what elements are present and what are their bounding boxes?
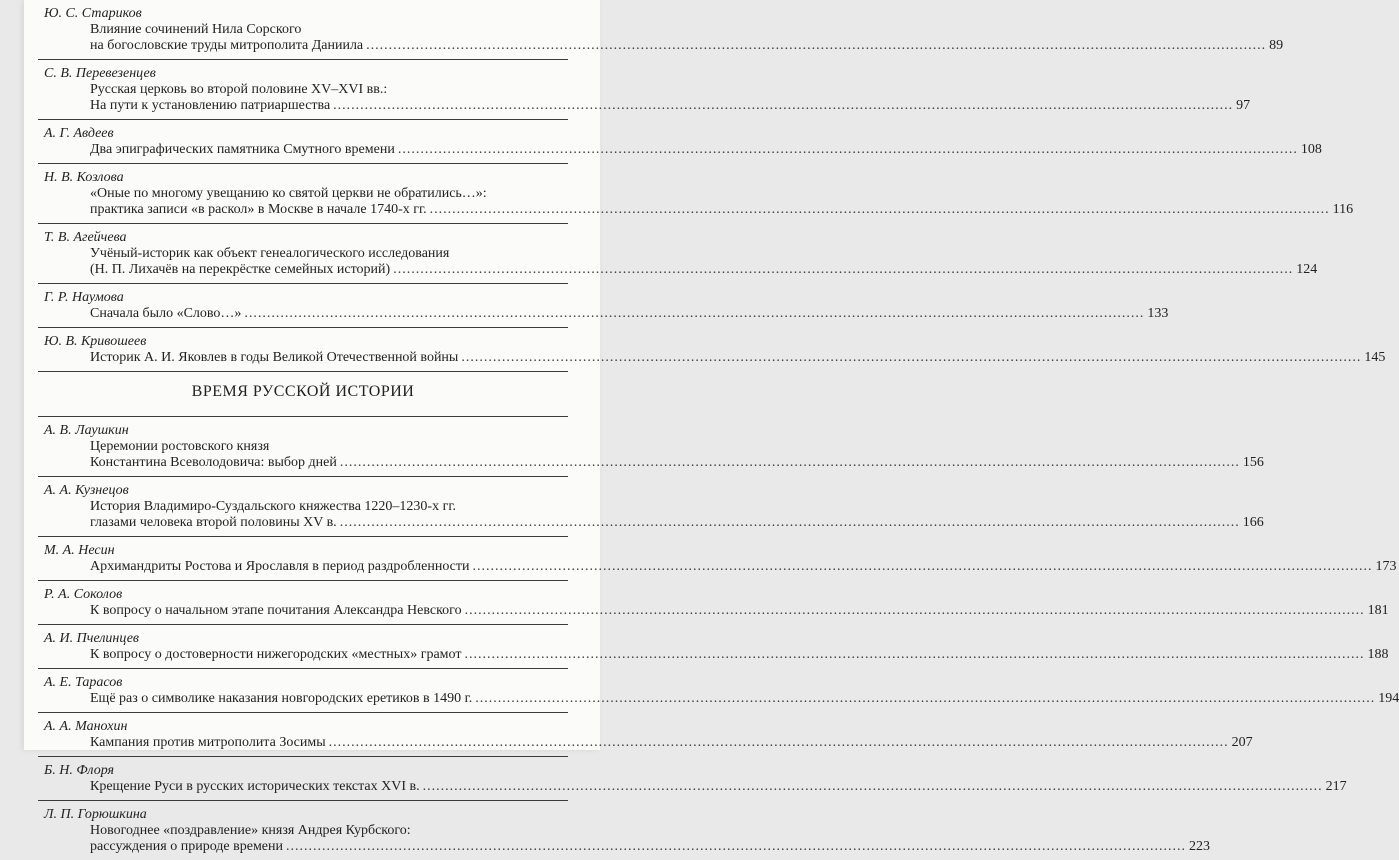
- entry-title: [38, 81, 1251, 119]
- toc-list-top: [38, 0, 1386, 371]
- entry-title-text: рассуждения о природе времени: [90, 839, 284, 854]
- entry-title: [38, 305, 1169, 327]
- toc-entry: [38, 668, 1399, 712]
- toc-entry: [38, 624, 1389, 668]
- entry-title: [38, 646, 1389, 668]
- section-heading: ВРЕМЯ РУССКОЙ ИСТОРИИ: [38, 371, 568, 416]
- entry-author: А. И. Пчелинцев: [44, 631, 140, 646]
- dot-leader: ........................................................................................................................................................................................................: [333, 98, 1234, 113]
- entry-author: Ю. С. Стариков: [44, 6, 142, 21]
- page-number: 133: [1147, 306, 1169, 321]
- entry-title-line: [90, 603, 1389, 619]
- entry-title-text: Ещё раз о символике наказания новгородских еретиков в 1490 г.: [90, 691, 473, 706]
- toc-entry: [38, 756, 1347, 800]
- entry-author: Т. В. Агейчева: [44, 230, 127, 245]
- entry-title: [38, 438, 1264, 476]
- dot-leader: ........................................................................................................................................................................................................: [422, 779, 1323, 794]
- toc-entry: [38, 223, 1318, 283]
- toc-entry: [38, 580, 1389, 624]
- entry-title-line: [90, 98, 1251, 114]
- entry-title-line: Учёный-историк как объект генеалогического исследования: [90, 246, 450, 261]
- entry-author: А. А. Манохин: [44, 719, 128, 734]
- entry-title-line: [90, 306, 1169, 322]
- toc-entry: [38, 327, 1386, 371]
- toc-entry: [38, 119, 1322, 163]
- entry-title: [38, 185, 1354, 223]
- page-number: 223: [1189, 839, 1211, 854]
- toc-entry: [38, 712, 1253, 756]
- dot-leader: ........................................................................................................................................................................................................: [464, 603, 1365, 618]
- entry-title: [38, 21, 1284, 59]
- entry-title: [38, 778, 1347, 800]
- table-of-contents: [38, 0, 1399, 860]
- entry-title-line: [90, 839, 1211, 855]
- page-number: 207: [1231, 735, 1253, 750]
- entry-title-line: [90, 735, 1253, 751]
- dot-leader: ........................................................................................................................................................................................................: [475, 691, 1376, 706]
- toc-entry: [38, 416, 1264, 476]
- dot-leader: ........................................................................................................................................................................................................: [472, 559, 1373, 574]
- entry-title-line: Русская церковь во второй половине XV–XVI вв.:: [90, 82, 388, 97]
- entry-title-line: [90, 647, 1389, 663]
- entry-title-text: практика записи «в раскол» в Москве в начале 1740-х гг.: [90, 202, 427, 217]
- entry-title-line: [90, 515, 1264, 531]
- page-number: 217: [1325, 779, 1347, 794]
- page-number: 145: [1364, 350, 1386, 365]
- entry-title-text: глазами человека второй половины XV в.: [90, 515, 337, 530]
- entry-author: А. Е. Тарасов: [44, 675, 123, 690]
- entry-title: [38, 822, 1211, 860]
- entry-title-line: [90, 455, 1264, 471]
- entry-title-line: Влияние сочинений Нила Сорского: [90, 22, 302, 37]
- page-number: 97: [1236, 98, 1251, 113]
- entry-title-line: Новогоднее «поздравление» князя Андрея Курбского:: [90, 823, 411, 838]
- entry-title: [38, 558, 1397, 580]
- toc-entry: [38, 476, 1264, 536]
- entry-title: [38, 498, 1264, 536]
- entry-title-line: Церемонии ростовского князя: [90, 439, 270, 454]
- entry-title: [38, 690, 1399, 712]
- entry-title-text: (Н. П. Лихачёв на перекрёстке семейных историй): [90, 262, 391, 277]
- entry-author: Р. А. Соколов: [44, 587, 123, 602]
- toc-entry: [38, 536, 1397, 580]
- entry-author: Ю. В. Кривошеев: [44, 334, 147, 349]
- page-number: 89: [1269, 38, 1284, 53]
- entry-title-line: [90, 350, 1386, 366]
- entry-title-text: на богословские труды митрополита Даниила: [90, 38, 364, 53]
- entry-author: А. В. Лаушкин: [44, 423, 129, 438]
- book-page: [24, 0, 1399, 854]
- entry-title-text: Архимандриты Ростова и Ярославля в период раздробленности: [90, 559, 470, 574]
- dot-leader: ........................................................................................................................................................................................................: [244, 306, 1145, 321]
- toc-entry: [38, 59, 1251, 119]
- entry-title-line: [90, 262, 1318, 278]
- entry-title-text: К вопросу о начальном этапе почитания Александра Невского: [90, 603, 462, 618]
- entry-title-text: Историк А. И. Яковлев в годы Великой Отечественной войны: [90, 350, 459, 365]
- page-number: 156: [1242, 455, 1264, 470]
- entry-title-line: [90, 559, 1397, 575]
- entry-author: Н. В. Козлова: [44, 170, 124, 185]
- page-number: 116: [1332, 202, 1354, 217]
- dot-leader: ........................................................................................................................................................................................................: [464, 647, 1365, 662]
- page-number: 194: [1378, 691, 1399, 706]
- dot-leader: ........................................................................................................................................................................................................: [339, 515, 1240, 530]
- entry-title-line: [90, 202, 1354, 218]
- dot-leader: ........................................................................................................................................................................................................: [339, 455, 1240, 470]
- dot-leader: ........................................................................................................................................................................................................: [328, 735, 1229, 750]
- entry-author: Г. Р. Наумова: [44, 290, 124, 305]
- entry-author: А. Г. Авдеев: [44, 126, 114, 141]
- dot-leader: ........................................................................................................................................................................................................: [429, 202, 1330, 217]
- entry-title-line: [90, 691, 1399, 707]
- dot-leader: ........................................................................................................................................................................................................: [397, 142, 1298, 157]
- entry-title: [38, 141, 1322, 163]
- entry-title-line: История Владимиро-Суздальского княжества 1220–1230-х гг.: [90, 499, 456, 514]
- page-number: 108: [1300, 142, 1322, 157]
- entry-title: [38, 734, 1253, 756]
- entry-title: [38, 349, 1386, 371]
- entry-title: [38, 602, 1389, 624]
- dot-leader: ........................................................................................................................................................................................................: [286, 839, 1187, 854]
- toc-entry: [38, 800, 1211, 860]
- page-number: 166: [1242, 515, 1264, 530]
- entry-title-text: На пути к установлению патриаршества: [90, 98, 331, 113]
- toc-entry: [38, 283, 1169, 327]
- entry-title-line: [90, 779, 1347, 795]
- dot-leader: ........................................................................................................................................................................................................: [366, 38, 1267, 53]
- dot-leader: ........................................................................................................................................................................................................: [393, 262, 1294, 277]
- entry-title-text: Два эпиграфических памятника Смутного времени: [90, 142, 395, 157]
- entry-title-line: [90, 38, 1284, 54]
- entry-author: А. А. Кузнецов: [44, 483, 129, 498]
- entry-title: [38, 245, 1318, 283]
- dot-leader: ........................................................................................................................................................................................................: [461, 350, 1362, 365]
- entry-author: С. В. Перевезенцев: [44, 66, 156, 81]
- entry-title-text: Сначала было «Слово…»: [90, 306, 242, 321]
- page-number: 188: [1367, 647, 1389, 662]
- entry-title-text: Крещение Руси в русских исторических текстах XVI в.: [90, 779, 420, 794]
- entry-author: Л. П. Горюшкина: [44, 807, 147, 822]
- toc-entry: [38, 0, 1284, 59]
- entry-title-line: «Оные по многому увещанию ко святой церкви не обратились…»:: [90, 186, 487, 201]
- entry-author: Б. Н. Флоря: [44, 763, 115, 778]
- page-number: 124: [1296, 262, 1318, 277]
- entry-title-text: Кампания против митрополита Зосимы: [90, 735, 326, 750]
- entry-title-text: К вопросу о достоверности нижегородских «местных» грамот: [90, 647, 462, 662]
- toc-list-bottom: [38, 416, 1399, 860]
- page-number: 181: [1367, 603, 1389, 618]
- entry-author: М. А. Несин: [44, 543, 115, 558]
- entry-title-text: Константина Всеволодовича: выбор дней: [90, 455, 337, 470]
- page-number: 173: [1375, 559, 1397, 574]
- entry-title-line: [90, 142, 1322, 158]
- toc-entry: [38, 163, 1354, 223]
